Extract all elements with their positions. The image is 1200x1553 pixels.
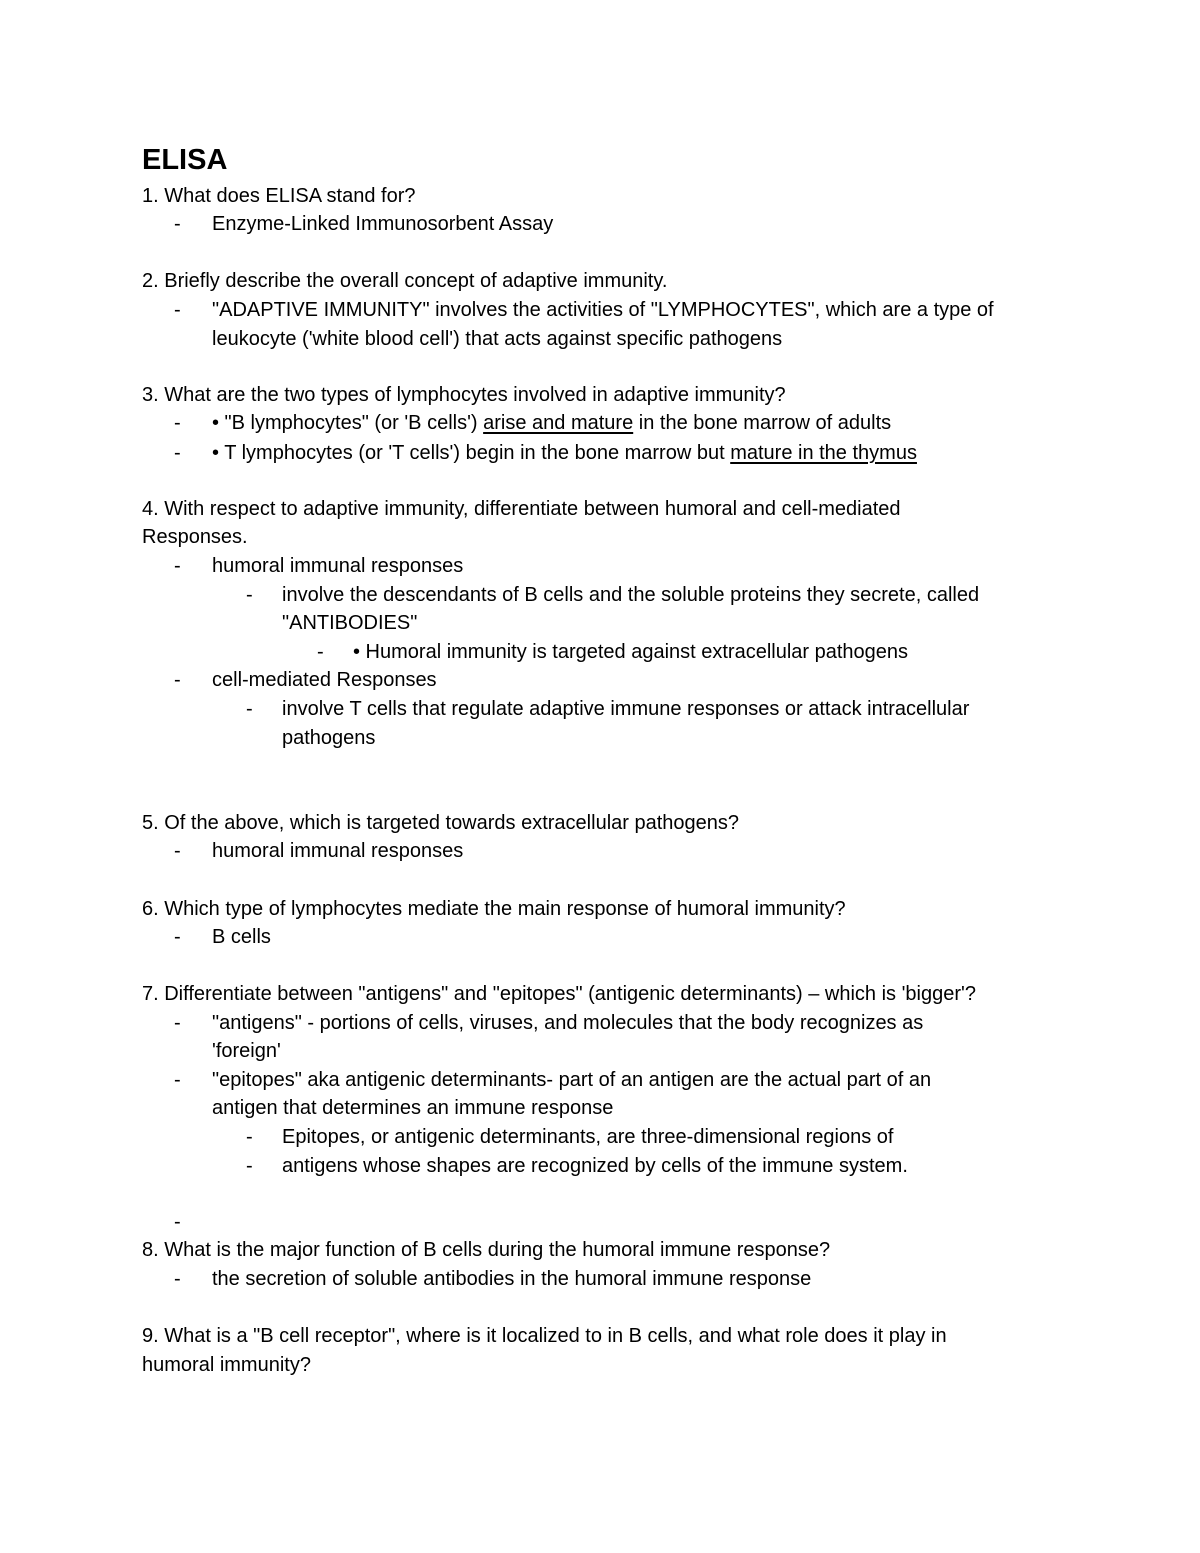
answer-1-1: Enzyme-Linked Immunosorbent Assay xyxy=(212,213,554,235)
bullet-dash: - xyxy=(174,555,181,577)
bullet-dash: - xyxy=(174,213,181,235)
bullet-dash: - xyxy=(246,1155,253,1177)
bullet-dash: - xyxy=(174,1012,181,1034)
answer-3-2 xyxy=(212,439,917,467)
answer-2-1-line-2: leukocyte ('white blood cell') that acts against specific pathogens xyxy=(212,328,783,350)
answer-7-1-line-1: "antigens" - portions of cells, viruses, and molecules that the body recognizes as xyxy=(212,1012,924,1034)
answer-4-2-sub-line-1: involve T cells that regulate adaptive immune responses or attack intracellular xyxy=(282,698,970,720)
answer-4-2: cell-mediated Responses xyxy=(212,669,437,691)
bullet-dash: - xyxy=(174,412,181,434)
question-6: 6. Which type of lymphocytes mediate the main response of humoral immunity? xyxy=(142,898,846,920)
bullet-dash: - xyxy=(174,442,181,464)
bullet-dash: - xyxy=(174,1069,181,1091)
answer-4-1: humoral immunal responses xyxy=(212,555,464,577)
answer-2-1-line-1: "ADAPTIVE IMMUNITY" involves the activities of "LYMPHOCYTES", which are a type of xyxy=(212,299,994,321)
question-8: 8. What is the major function of B cells during the humoral immune response? xyxy=(142,1239,831,1261)
answer-3-1-text: • "B lymphocytes" (or 'B cells') xyxy=(212,412,484,434)
question-5: 5. Of the above, which is targeted towards extracellular pathogens? xyxy=(142,812,740,834)
answer-3-1-text-end: in the bone marrow of adults xyxy=(633,412,892,434)
question-3: 3. What are the two types of lymphocytes involved in adaptive immunity? xyxy=(142,384,786,406)
answer-4-1-subsub: • Humoral immunity is targeted against extracellular pathogens xyxy=(353,641,909,663)
bullet-dash: - xyxy=(174,1211,181,1233)
answer-4-1-sub-line-2: "ANTIBODIES" xyxy=(282,612,418,634)
question-7: 7. Differentiate between "antigens" and "epitopes" (antigenic determinants) – which is 'bigger'? xyxy=(142,983,976,1005)
bullet-dash: - xyxy=(246,698,253,720)
answer-3-2-text: • T lymphocytes (or 'T cells') begin in the bone marrow but xyxy=(212,442,731,464)
answer-3-2-underlined: mature in the thymus xyxy=(730,442,917,464)
answer-6-1: B cells xyxy=(212,926,271,948)
bullet-dash: - xyxy=(174,1268,181,1290)
answer-5-1: humoral immunal responses xyxy=(212,840,464,862)
answer-3-1-underlined: arise and mature xyxy=(483,412,634,434)
question-9-line-1: 9. What is a "B cell receptor", where is it localized to in B cells, and what role does it play in xyxy=(142,1325,947,1347)
bullet-dash: - xyxy=(246,584,253,606)
bullet-dash: - xyxy=(174,299,181,321)
question-1: 1. What does ELISA stand for? xyxy=(142,185,416,207)
bullet-dash: - xyxy=(174,669,181,691)
answer-7-2-line-2: antigen that determines an immune response xyxy=(212,1097,614,1119)
question-9-line-2: humoral immunity? xyxy=(142,1354,311,1376)
bullet-dash: - xyxy=(317,641,324,663)
answer-7-2-line-1: "epitopes" aka antigenic determinants- part of an antigen are the actual part of an xyxy=(212,1069,932,1091)
bullet-dash: - xyxy=(246,1126,253,1148)
answer-8-1: the secretion of soluble antibodies in the humoral immune response xyxy=(212,1268,812,1290)
answer-4-1-sub-line-1: involve the descendants of B cells and the soluble proteins they secrete, called xyxy=(282,584,980,606)
answer-7-2-sub-1: Epitopes, or antigenic determinants, are three-dimensional regions of xyxy=(282,1126,894,1148)
bullet-dash: - xyxy=(174,840,181,862)
answer-7-2-sub-2: antigens whose shapes are recognized by cells of the immune system. xyxy=(282,1155,908,1177)
answer-4-2-sub-line-2: pathogens xyxy=(282,727,376,749)
document-title: ELISA xyxy=(142,144,228,176)
answer-3-1 xyxy=(212,409,891,437)
question-4-line-1: 4. With respect to adaptive immunity, differentiate between humoral and cell-mediated xyxy=(142,498,901,520)
question-2: 2. Briefly describe the overall concept of adaptive immunity. xyxy=(142,270,668,292)
answer-7-1-line-2: 'foreign' xyxy=(212,1040,281,1062)
question-4-line-2: Responses. xyxy=(142,526,248,548)
bullet-dash: - xyxy=(174,926,181,948)
